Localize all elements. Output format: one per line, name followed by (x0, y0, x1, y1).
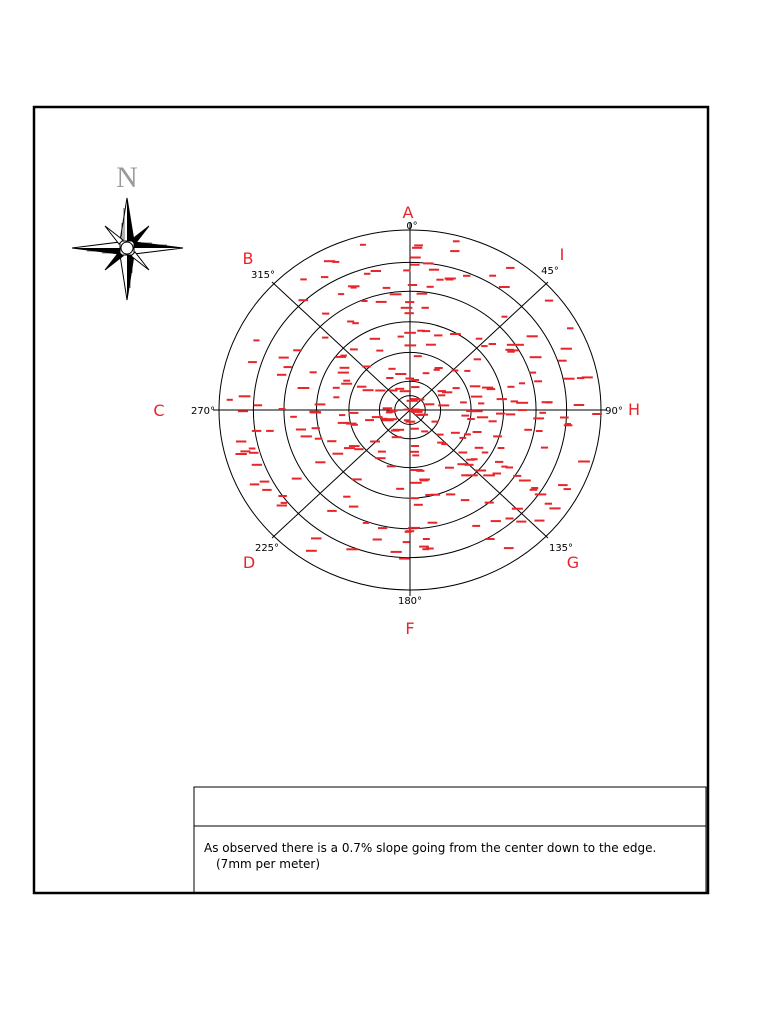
elevation-mark (530, 489, 538, 491)
elevation-mark (403, 269, 410, 271)
elevation-mark (343, 496, 350, 498)
elevation-mark (372, 416, 383, 418)
elevation-mark (430, 494, 440, 496)
elevation-mark (453, 240, 460, 242)
elevation-mark (315, 403, 326, 405)
elevation-mark (410, 497, 419, 499)
elevation-mark (421, 430, 428, 432)
elevation-mark (410, 257, 421, 259)
elevation-mark (558, 484, 568, 486)
north-label: N (116, 161, 138, 194)
elevation-mark (497, 398, 507, 400)
elevation-mark (405, 344, 417, 346)
elevation-mark (461, 499, 470, 501)
elevation-mark (253, 339, 259, 341)
elevation-mark (417, 330, 425, 332)
elevation-mark (332, 261, 339, 263)
elevation-mark (558, 360, 567, 362)
elevation-mark (298, 387, 310, 389)
elevation-mark (425, 494, 431, 496)
degree-label-45: 45° (541, 266, 559, 277)
elevation-mark (489, 343, 496, 345)
elevation-mark (249, 452, 259, 454)
elevation-mark (383, 287, 391, 289)
elevation-mark (373, 539, 382, 541)
elevation-mark (434, 369, 440, 371)
elevation-mark (250, 483, 259, 485)
elevation-mark (321, 276, 328, 278)
elevation-mark (248, 361, 257, 363)
elevation-mark (508, 349, 519, 351)
elevation-mark (565, 423, 571, 425)
elevation-mark (445, 278, 456, 280)
elevation-mark (501, 466, 507, 468)
elevation-mark (416, 470, 424, 472)
elevation-mark (266, 430, 274, 432)
elevation-mark (516, 402, 528, 404)
elevation-mark (545, 300, 553, 302)
elevation-mark (404, 332, 416, 334)
elevation-mark (371, 270, 381, 272)
elevation-mark (311, 537, 322, 539)
caption-area (194, 826, 706, 892)
elevation-mark (344, 447, 355, 449)
elevation-mark (252, 464, 262, 466)
elevation-mark (539, 412, 546, 414)
degree-label-180: 180° (397, 596, 423, 607)
elevation-mark (378, 527, 387, 529)
elevation-mark (385, 418, 397, 420)
elevation-mark (527, 335, 538, 337)
letter-label-i: I (559, 245, 565, 264)
elevation-mark (277, 505, 287, 507)
elevation-mark (442, 391, 452, 393)
elevation-mark (417, 414, 424, 416)
caption-line-1: As observed there is a 0.7% slope going from the center down to the edge. (204, 841, 657, 855)
elevation-mark (391, 430, 400, 432)
elevation-mark (362, 366, 371, 368)
elevation-mark (436, 279, 443, 281)
elevation-mark (404, 419, 410, 421)
elevation-mark (322, 313, 329, 315)
elevation-mark (236, 441, 246, 443)
elevation-mark (446, 493, 455, 495)
elevation-mark (301, 435, 312, 437)
elevation-mark (502, 316, 508, 318)
elevation-mark (399, 558, 409, 560)
elevation-mark (349, 445, 360, 447)
elevation-mark (578, 461, 590, 463)
elevation-mark (386, 377, 393, 379)
caption-text (204, 840, 704, 872)
elevation-mark (507, 386, 514, 388)
elevation-mark (418, 399, 424, 401)
elevation-mark (464, 370, 470, 372)
elevation-mark (383, 407, 393, 409)
elevation-mark (351, 424, 358, 426)
elevation-mark (405, 312, 414, 314)
elevation-mark (536, 430, 543, 432)
elevation-mark (435, 367, 443, 369)
elevation-mark (535, 520, 545, 522)
elevation-mark (352, 478, 362, 480)
elevation-mark (407, 400, 418, 402)
elevation-mark (400, 390, 411, 392)
elevation-mark (423, 262, 433, 264)
north-arrow-icon (72, 198, 183, 300)
elevation-mark (592, 413, 602, 415)
elevation-mark (327, 440, 336, 442)
elevation-mark (327, 510, 337, 512)
elevation-mark (466, 459, 475, 461)
elevation-mark (227, 399, 233, 401)
elevation-mark (365, 419, 374, 421)
elevation-mark (493, 473, 502, 475)
elevation-mark (360, 244, 366, 246)
elevation-mark (485, 502, 494, 504)
elevation-mark (278, 495, 287, 497)
elevation-mark (338, 372, 349, 374)
elevation-mark (239, 395, 251, 397)
elevation-mark (408, 527, 420, 529)
elevation-mark (499, 286, 510, 288)
elevation-mark (513, 475, 521, 477)
letter-label-b: B (242, 249, 254, 268)
elevation-mark (482, 387, 493, 389)
elevation-mark (519, 382, 525, 384)
elevation-mark (437, 434, 444, 436)
elevation-mark (450, 250, 459, 252)
elevation-mark (495, 461, 503, 463)
letter-label-g: G (566, 553, 580, 572)
elevation-mark (312, 427, 320, 429)
elevation-mark (315, 461, 325, 463)
elevation-mark (315, 438, 323, 440)
elevation-mark (423, 403, 434, 405)
elevation-mark (411, 428, 419, 430)
elevation-mark (361, 300, 367, 302)
elevation-mark (477, 416, 488, 418)
elevation-mark (392, 436, 402, 438)
letter-label-h: H (627, 400, 641, 419)
elevation-mark (531, 487, 538, 489)
elevation-mark (412, 409, 420, 411)
elevation-mark (414, 244, 423, 246)
elevation-mark (519, 480, 531, 482)
elevation-mark (512, 508, 523, 510)
elevation-mark (516, 344, 524, 346)
elevation-mark (340, 367, 350, 369)
elevation-mark (533, 417, 544, 419)
elevation-mark (411, 445, 419, 447)
elevation-mark (545, 401, 552, 403)
elevation-mark (567, 327, 574, 329)
elevation-mark (284, 366, 292, 368)
elevation-mark (491, 520, 501, 522)
elevation-mark (363, 389, 374, 391)
elevation-mark (530, 356, 542, 358)
elevation-mark (420, 479, 428, 481)
elevation-mark (292, 478, 302, 480)
elevation-mark (463, 275, 470, 277)
elevation-mark (461, 474, 469, 476)
elevation-mark (411, 264, 420, 266)
elevation-mark (252, 430, 261, 432)
elevation-mark (341, 383, 352, 385)
elevation-mark (534, 380, 542, 382)
elevation-mark (482, 452, 489, 454)
elevation-mark (296, 429, 306, 431)
elevation-mark (333, 387, 340, 389)
letter-label-d: D (242, 553, 256, 572)
elevation-mark (350, 348, 358, 350)
elevation-mark (429, 269, 439, 271)
elevation-mark (348, 285, 360, 287)
elevation-mark (457, 463, 467, 465)
elevation-mark (240, 450, 250, 452)
elevation-mark (438, 404, 449, 406)
elevation-mark (349, 506, 358, 508)
elevation-mark (260, 481, 270, 483)
degree-label-135: 135° (548, 543, 574, 554)
elevation-mark (471, 410, 483, 412)
elevation-mark (343, 380, 350, 382)
degree-label-90: 90° (605, 406, 623, 417)
elevation-mark (428, 522, 438, 524)
elevation-mark (262, 489, 271, 491)
elevation-mark (419, 546, 429, 548)
elevation-mark (412, 454, 419, 456)
elevation-mark (410, 451, 419, 453)
elevation-mark (549, 507, 560, 509)
elevation-mark (279, 357, 289, 359)
elevation-mark (489, 420, 497, 422)
elevation-mark (476, 338, 483, 340)
elevation-mark (310, 371, 317, 373)
degree-label-225: 225° (254, 543, 280, 554)
degree-label-0: 0° (406, 221, 418, 232)
elevation-mark (451, 370, 458, 372)
elevation-mark (426, 548, 434, 550)
elevation-mark (339, 414, 345, 416)
elevation-mark (363, 522, 369, 524)
elevation-mark (417, 293, 428, 295)
letter-label-a: A (402, 203, 414, 222)
elevation-mark (564, 488, 571, 490)
elevation-mark (529, 372, 536, 374)
elevation-mark (346, 548, 358, 550)
letter-label-c: C (153, 401, 165, 420)
elevation-mark (281, 502, 288, 504)
elevation-mark (405, 301, 414, 303)
elevation-mark (541, 447, 548, 449)
elevation-mark (309, 411, 318, 413)
elevation-mark (474, 358, 482, 360)
elevation-mark (398, 336, 404, 338)
elevation-mark (354, 448, 364, 450)
elevation-mark (507, 344, 516, 346)
elevation-mark (236, 453, 247, 455)
elevation-mark (414, 504, 423, 506)
elevation-mark (389, 390, 397, 392)
elevation-mark (391, 551, 402, 553)
elevation-mark (445, 467, 454, 469)
elevation-mark (364, 273, 371, 275)
elevation-mark (459, 452, 468, 454)
elevation-mark (413, 411, 423, 413)
elevation-mark (340, 355, 347, 357)
elevation-mark (376, 301, 387, 303)
elevation-mark (423, 372, 430, 374)
elevation-mark (535, 493, 547, 495)
elevation-mark (410, 482, 422, 484)
elevation-mark (322, 337, 328, 339)
elevation-mark (545, 503, 552, 505)
elevation-mark (437, 442, 445, 444)
elevation-mark (438, 394, 445, 396)
elevation-mark (475, 470, 486, 472)
elevation-mark (459, 437, 466, 439)
elevation-mark (561, 348, 572, 350)
elevation-mark (299, 299, 309, 301)
elevation-mark (496, 413, 506, 415)
elevation-mark (370, 338, 380, 340)
elevation-mark (300, 278, 307, 280)
elevation-mark (370, 441, 380, 443)
elevation-mark (277, 374, 286, 376)
elevation-mark (473, 431, 482, 433)
elevation-mark (471, 396, 482, 398)
elevation-mark (411, 386, 419, 388)
elevation-mark (411, 379, 419, 381)
elevation-mark (498, 447, 505, 449)
elevation-mark (483, 474, 495, 476)
degree-label-315: 315° (250, 270, 276, 281)
elevation-mark (279, 408, 286, 410)
elevation-mark (338, 293, 344, 295)
elevation-mark (388, 368, 395, 370)
elevation-mark (408, 284, 417, 286)
elevation-mark (349, 412, 359, 414)
elevation-mark (387, 465, 396, 467)
elevation-mark (333, 453, 344, 455)
direction-labels (153, 203, 640, 638)
elevation-mark (434, 334, 442, 336)
elevation-mark (506, 413, 515, 415)
elevation-mark (524, 429, 532, 431)
elevation-mark (493, 435, 502, 437)
elevation-mark (395, 373, 406, 375)
elevation-mark (423, 538, 430, 540)
elevation-mark (470, 385, 481, 387)
elevation-mark (453, 387, 460, 389)
elevation-mark (464, 433, 471, 435)
elevation-mark (357, 386, 367, 388)
elevation-mark (386, 411, 393, 413)
elevation-mark (375, 457, 385, 459)
elevation-mark (478, 402, 484, 404)
elevation-mark (450, 333, 461, 335)
elevation-mark (518, 409, 527, 411)
elevation-mark (577, 377, 584, 379)
elevation-mark (293, 349, 302, 351)
elevation-mark (467, 418, 475, 420)
elevation-mark (376, 350, 383, 352)
elevation-mark (460, 401, 467, 403)
elevation-mark (390, 293, 402, 295)
elevation-mark (375, 390, 385, 392)
elevation-mark (451, 432, 460, 434)
elevation-mark (432, 421, 439, 423)
elevation-mark (412, 247, 422, 249)
elevation-mark (485, 538, 494, 540)
elevation-mark (516, 521, 526, 523)
elevation-mark (560, 417, 569, 419)
elevation-mark (475, 447, 484, 449)
elevation-mark (472, 525, 480, 527)
elevation-mark (414, 355, 422, 357)
elevation-mark (290, 416, 297, 418)
elevation-mark (481, 345, 487, 347)
elevation-mark (238, 410, 248, 412)
elevation-mark (426, 344, 436, 346)
elevation-mark (401, 307, 413, 309)
elevation-mark (506, 267, 514, 269)
letter-label-f: F (405, 619, 415, 638)
elevation-mark (461, 415, 469, 417)
degree-label-270: 270° (190, 406, 216, 417)
elevation-mark (489, 275, 496, 277)
elevation-mark (306, 550, 317, 552)
elevation-mark (563, 378, 575, 380)
elevation-mark (506, 518, 514, 520)
caption-line-2: (7mm per meter) (216, 857, 321, 871)
elevation-mark (405, 531, 412, 533)
elevation-mark (254, 404, 263, 406)
elevation-mark (249, 448, 256, 450)
elevation-mark (574, 404, 585, 406)
elevation-mark (422, 307, 429, 309)
elevation-mark (396, 488, 404, 490)
drawing-frame (34, 107, 708, 893)
elevation-mark (427, 286, 434, 288)
elevation-mark (378, 451, 386, 453)
elevation-mark (338, 422, 350, 424)
elevation-mark (404, 409, 412, 411)
elevation-points (227, 240, 602, 559)
elevation-mark (347, 321, 354, 323)
elevation-mark (403, 541, 410, 543)
elevation-mark (333, 396, 339, 398)
elevation-mark (504, 547, 514, 549)
